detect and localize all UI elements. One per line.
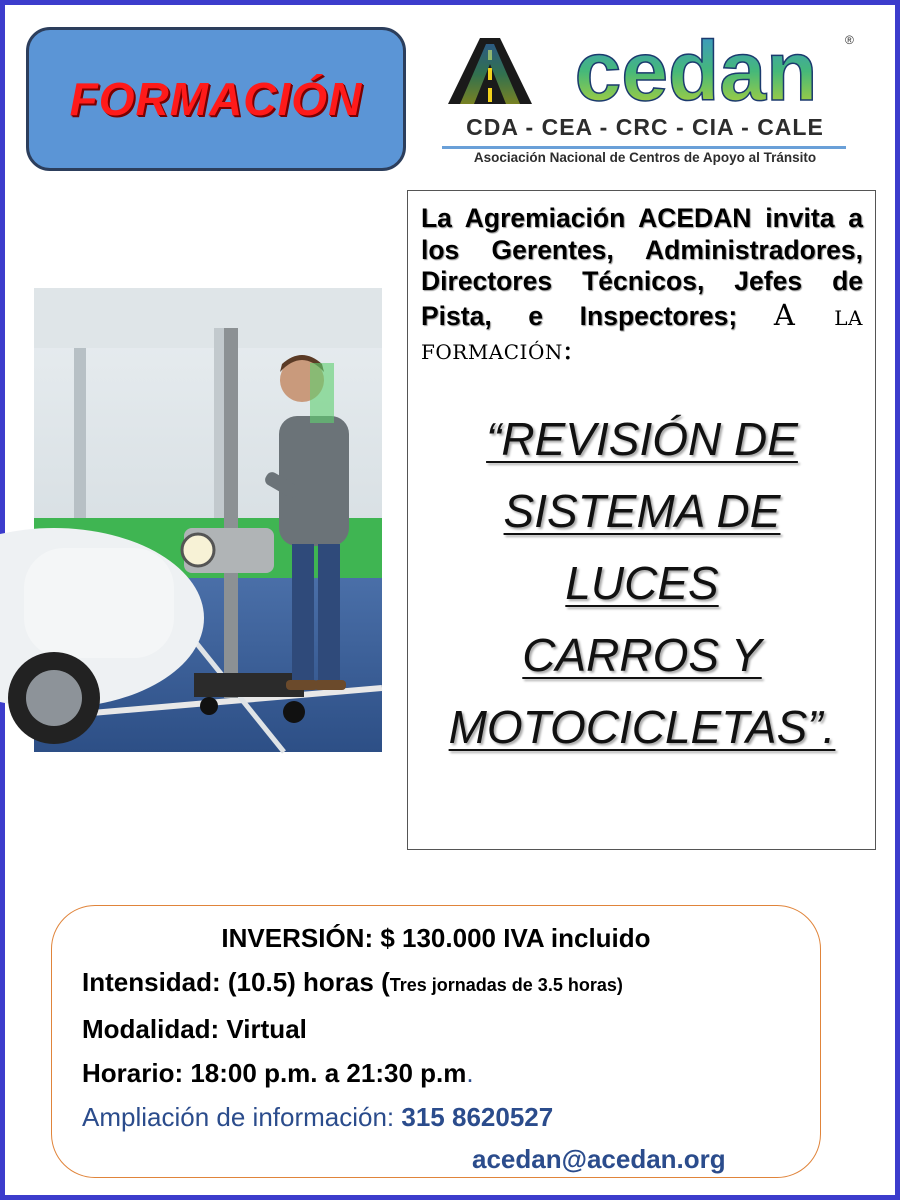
invitation-lead-2: Directores Técnicos, Jefes de Pista, e Inspectores; [421,266,863,331]
technician-headlight-tester-photo-icon [34,288,382,752]
invitation-lead-1: La Agremiación ACEDAN invita a los Gerentes, Administradores, [421,203,863,265]
formacion-badge [26,27,406,171]
more-info-label: Ampliación de información: [82,1102,402,1132]
course-title-line: “REVISIÓN DE [486,412,798,465]
registered-mark: ® [845,33,854,47]
intensity-paren: ( [381,967,390,997]
logo-subtitle: CDA - CEA - CRC - CIA - CALE [466,114,824,140]
intensity-label: Intensidad: (10.5) horas [82,967,374,997]
modality-line: Modalidad: Virtual [82,1014,307,1044]
invitation-text [421,203,863,367]
course-title [421,403,863,763]
logo-divider [442,146,846,149]
course-info-box [51,905,821,1178]
acedan-logo [440,24,860,175]
email-link[interactable]: acedan@acedan.org [472,1144,726,1174]
investment-line: INVERSIÓN: $ 130.000 IVA incluido [221,923,651,953]
course-title-line: LUCES [565,556,719,609]
schedule-line [82,1051,820,1095]
logo-wordmark-text: cedan [574,24,818,118]
invitation-box [407,190,876,850]
intensity-line [82,960,820,1007]
schedule-dot: . [466,1058,474,1088]
schedule-text: Horario: 18:00 p.m. a 21:30 p.m [82,1058,467,1088]
intensity-detail: Tres jornadas de 3.5 horas) [389,975,623,995]
invitation-tail: A la formación: [421,297,863,367]
more-info-line [82,1095,820,1139]
logo-association: Asociación Nacional de Centros de Apoyo al Tránsito [473,150,817,165]
phone-number[interactable]: 315 8620527 [401,1102,554,1132]
badge-title: FORMACIÓN [69,73,363,125]
course-title-line: SISTEMA DE [503,484,781,537]
course-title-line: CARROS Y [522,628,762,681]
acedan-logo-wordmark [440,24,854,118]
course-title-line: MOTOCICLETAS”. [448,700,836,753]
technician-photo [34,288,382,752]
